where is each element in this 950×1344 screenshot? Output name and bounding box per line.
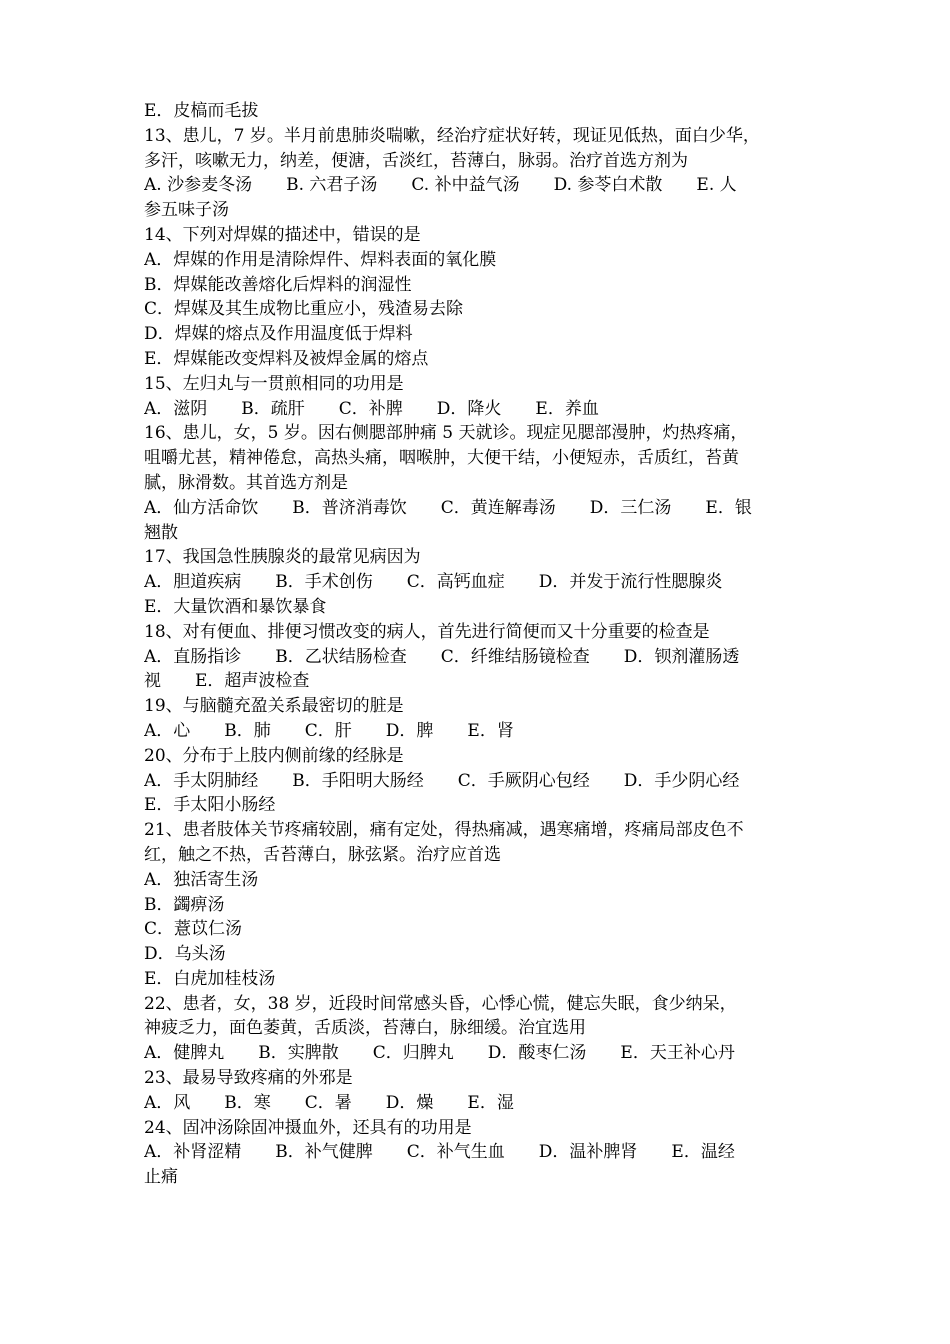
question-22-text-cont: 神疲乏力，面色萎黄，舌质淡，苔薄白，脉细缓。治宜选用 xyxy=(144,1018,586,1039)
question-21-text-cont: 红，触之不热，舌苔薄白，脉弦紧。治疗应首选 xyxy=(144,844,501,865)
question-20-options-cont: E．手太阳小肠经 xyxy=(144,795,276,816)
question-13-text-cont: 多汗，咳嗽无力，纳差，便溏，舌淡红，苔薄白，脉弱。治疗首选方剂为 xyxy=(144,150,688,171)
question-15-options: A．滋阴 B．疏肝 C．补脾 D．降火 E．养血 xyxy=(144,398,599,419)
question-24-options-cont: 止痛 xyxy=(144,1167,178,1188)
question-21-option-e: E．白虎加桂枝汤 xyxy=(144,968,276,989)
question-13-text: 13、患儿，7 岁。半月前患肺炎喘嗽，经治疗症状好转，现证见低热，面白少华， xyxy=(144,125,760,146)
question-16-options: A．仙方活命饮 B．普济消毒饮 C．黄连解毒汤 D．三仁汤 E．银 xyxy=(144,497,752,518)
question-16-text-cont: 咀嚼尤甚，精神倦怠，高热头痛，咽喉肿，大便干结，小便短赤，舌质红，苔黄 xyxy=(144,448,739,469)
question-24-text: 24、固冲汤除固冲摄血外，还具有的功用是 xyxy=(144,1117,472,1138)
question-17-options: A．胆道疾病 B．手术创伤 C．高钙血症 D．并发于流行性腮腺炎 xyxy=(144,572,723,593)
question-22-options: A．健脾丸 B．实脾散 C．归脾丸 D．酸枣仁汤 E．天王补心丹 xyxy=(144,1043,735,1064)
question-14-option-a: A．焊媒的作用是清除焊件、焊料表面的氧化膜 xyxy=(144,249,497,270)
text-line: E．皮槁而毛拔 xyxy=(144,101,259,121)
question-18-options-cont: 视 E．超声波检查 xyxy=(144,671,310,692)
question-20-text: 20、分布于上肢内侧前缘的经脉是 xyxy=(144,745,404,766)
question-16-text: 16、患儿，女，5 岁。因右侧腮部肿痛 5 天就诊。现症见腮部漫肿，灼热疼痛， xyxy=(144,423,748,444)
question-21-option-d: D．乌头汤 xyxy=(144,944,226,965)
question-21-option-a: A．独活寄生汤 xyxy=(144,869,259,890)
question-23-text: 23、最易导致疼痛的外邪是 xyxy=(144,1068,353,1089)
question-19-options: A．心 B．肺 C．肝 D．脾 E．肾 xyxy=(144,720,514,741)
question-14-option-d: D．焊媒的熔点及作用温度低于焊料 xyxy=(144,324,413,345)
question-16-options-cont: 翘散 xyxy=(144,522,178,543)
question-21-text: 21、患者肢体关节疼痛较剧，痛有定处，得热痛减，遇寒痛增，疼痛局部皮色不 xyxy=(144,820,744,841)
question-14-text: 14、下列对焊媒的描述中，错误的是 xyxy=(144,224,421,245)
question-14-option-c: C．焊媒及其生成物比重应小，残渣易去除 xyxy=(144,299,464,320)
question-13-options: A. 沙参麦冬汤 B. 六君子汤 C. 补中益气汤 D. 参苓白术散 E. 人 xyxy=(144,175,737,196)
question-18-options: A．直肠指诊 B．乙状结肠检查 C．纤维结肠镜检查 D．钡剂灌肠透 xyxy=(144,646,740,667)
question-14-option-e: E．焊媒能改变焊料及被焊金属的熔点 xyxy=(144,348,429,369)
question-23-options: A．风 B．寒 C．暑 D．燥 E．湿 xyxy=(144,1092,514,1113)
question-13-options-cont: 参五味子汤 xyxy=(144,200,229,221)
document-page xyxy=(144,99,816,1190)
question-19-text: 19、与脑髓充盈关系最密切的脏是 xyxy=(144,696,404,717)
question-21-option-b: B．蠲痹汤 xyxy=(144,894,225,915)
question-24-options: A．补肾涩精 B．补气健脾 C．补气生血 D．温补脾肾 E．温经 xyxy=(144,1142,735,1163)
question-14-option-b: B．焊媒能改善熔化后焊料的润湿性 xyxy=(144,274,412,295)
question-22-text: 22、患者，女，38 岁，近段时间常感头昏，心悸心慌，健忘失眠，食少纳呆， xyxy=(144,993,737,1014)
question-18-text: 18、对有便血、排便习惯改变的病人，首先进行简便而又十分重要的检查是 xyxy=(144,621,710,642)
question-17-options-cont: E．大量饮酒和暴饮暴食 xyxy=(144,596,327,617)
question-16-text-cont: 腻，脉滑数。其首选方剂是 xyxy=(144,472,348,493)
question-17-text: 17、我国急性胰腺炎的最常见病因为 xyxy=(144,547,421,568)
question-20-options: A．手太阴肺经 B．手阳明大肠经 C．手厥阴心包经 D．手少阴心经 xyxy=(144,770,740,791)
question-15-text: 15、左归丸与一贯煎相同的功用是 xyxy=(144,373,404,394)
question-21-option-c: C．薏苡仁汤 xyxy=(144,919,243,940)
